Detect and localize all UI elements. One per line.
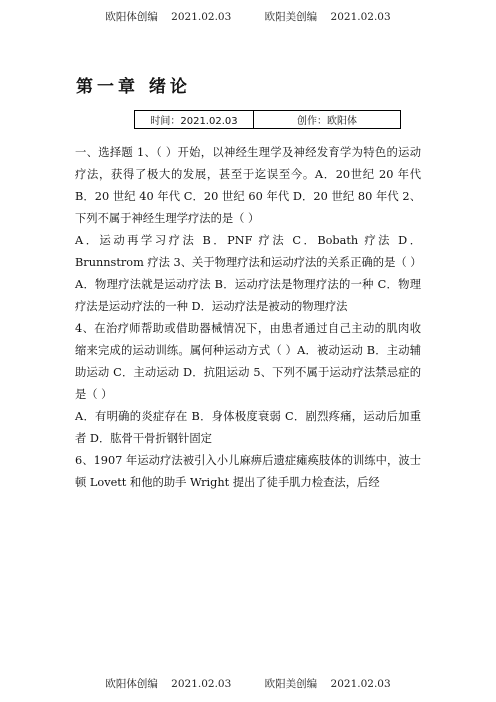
- paragraph-q1-q2: 一、选择题 1、（ ）开始，以神经生理学及神经发育学为特色的运动疗法，获得了极大的发展，甚至于迄误至今。A．20世纪 20 年代 B．20 世纪 40 年代 C．20 世纪 60 年代 D．20 世纪 80 年代 2、下列不属于神经生理学疗法的是（ ）: [75, 146, 421, 225]
- paragraph-q6: 6、1907 年运动疗法被引入小儿麻痹后遗症瘫痪肢体的训练中，波士顿 Lovett 和他的助手 Wright 提出了徒手肌力检查法，后经: [75, 454, 421, 489]
- paragraph-q2-options-q3: A．运动再学习疗法 B．PNF 疗法 C．Bobath 疗法 D．Brunnstrom 疗法 3、关于物理疗法和运动疗法的关系正确的是（ ）: [75, 234, 422, 269]
- time-cell: 时间：2021.02.03: [135, 111, 254, 129]
- paragraph-q5-options: A．有明确的炎症存在 B．身体极度衰弱 C．剧烈疼痛，运动后加重者 D．肱骨干骨折钢针固定: [75, 410, 421, 445]
- author-cell: 创作：欧阳体: [254, 111, 401, 129]
- page-footer: 欧阳体创编 2021.02.03 欧阳美创编 2021.02.03: [105, 678, 391, 690]
- chapter-title: 第一章 绪论: [76, 77, 191, 97]
- paragraph-q3-options: A．物理疗法就是运动疗法 B．运动疗法是物理疗法的一种 C．物理疗法是运动疗法的一种 D．运动疗法是被动的物理疗法: [75, 278, 421, 313]
- meta-table: [134, 110, 401, 129]
- document-body: [75, 142, 421, 494]
- page-header: 欧阳体创编 2021.02.03 欧阳美创编 2021.02.03: [105, 11, 391, 23]
- paragraph-q4-q5: 4、在治疗师帮助或借助器械情况下，由患者通过自己主动的肌肉收缩来完成的运动训练。属何种运动方式（ ）A．被动运动 B．主动辅助运动 C．主动运动 D．抗阻运动 5、下列不属于运动疗法禁忌症的是（ ）: [75, 322, 421, 401]
